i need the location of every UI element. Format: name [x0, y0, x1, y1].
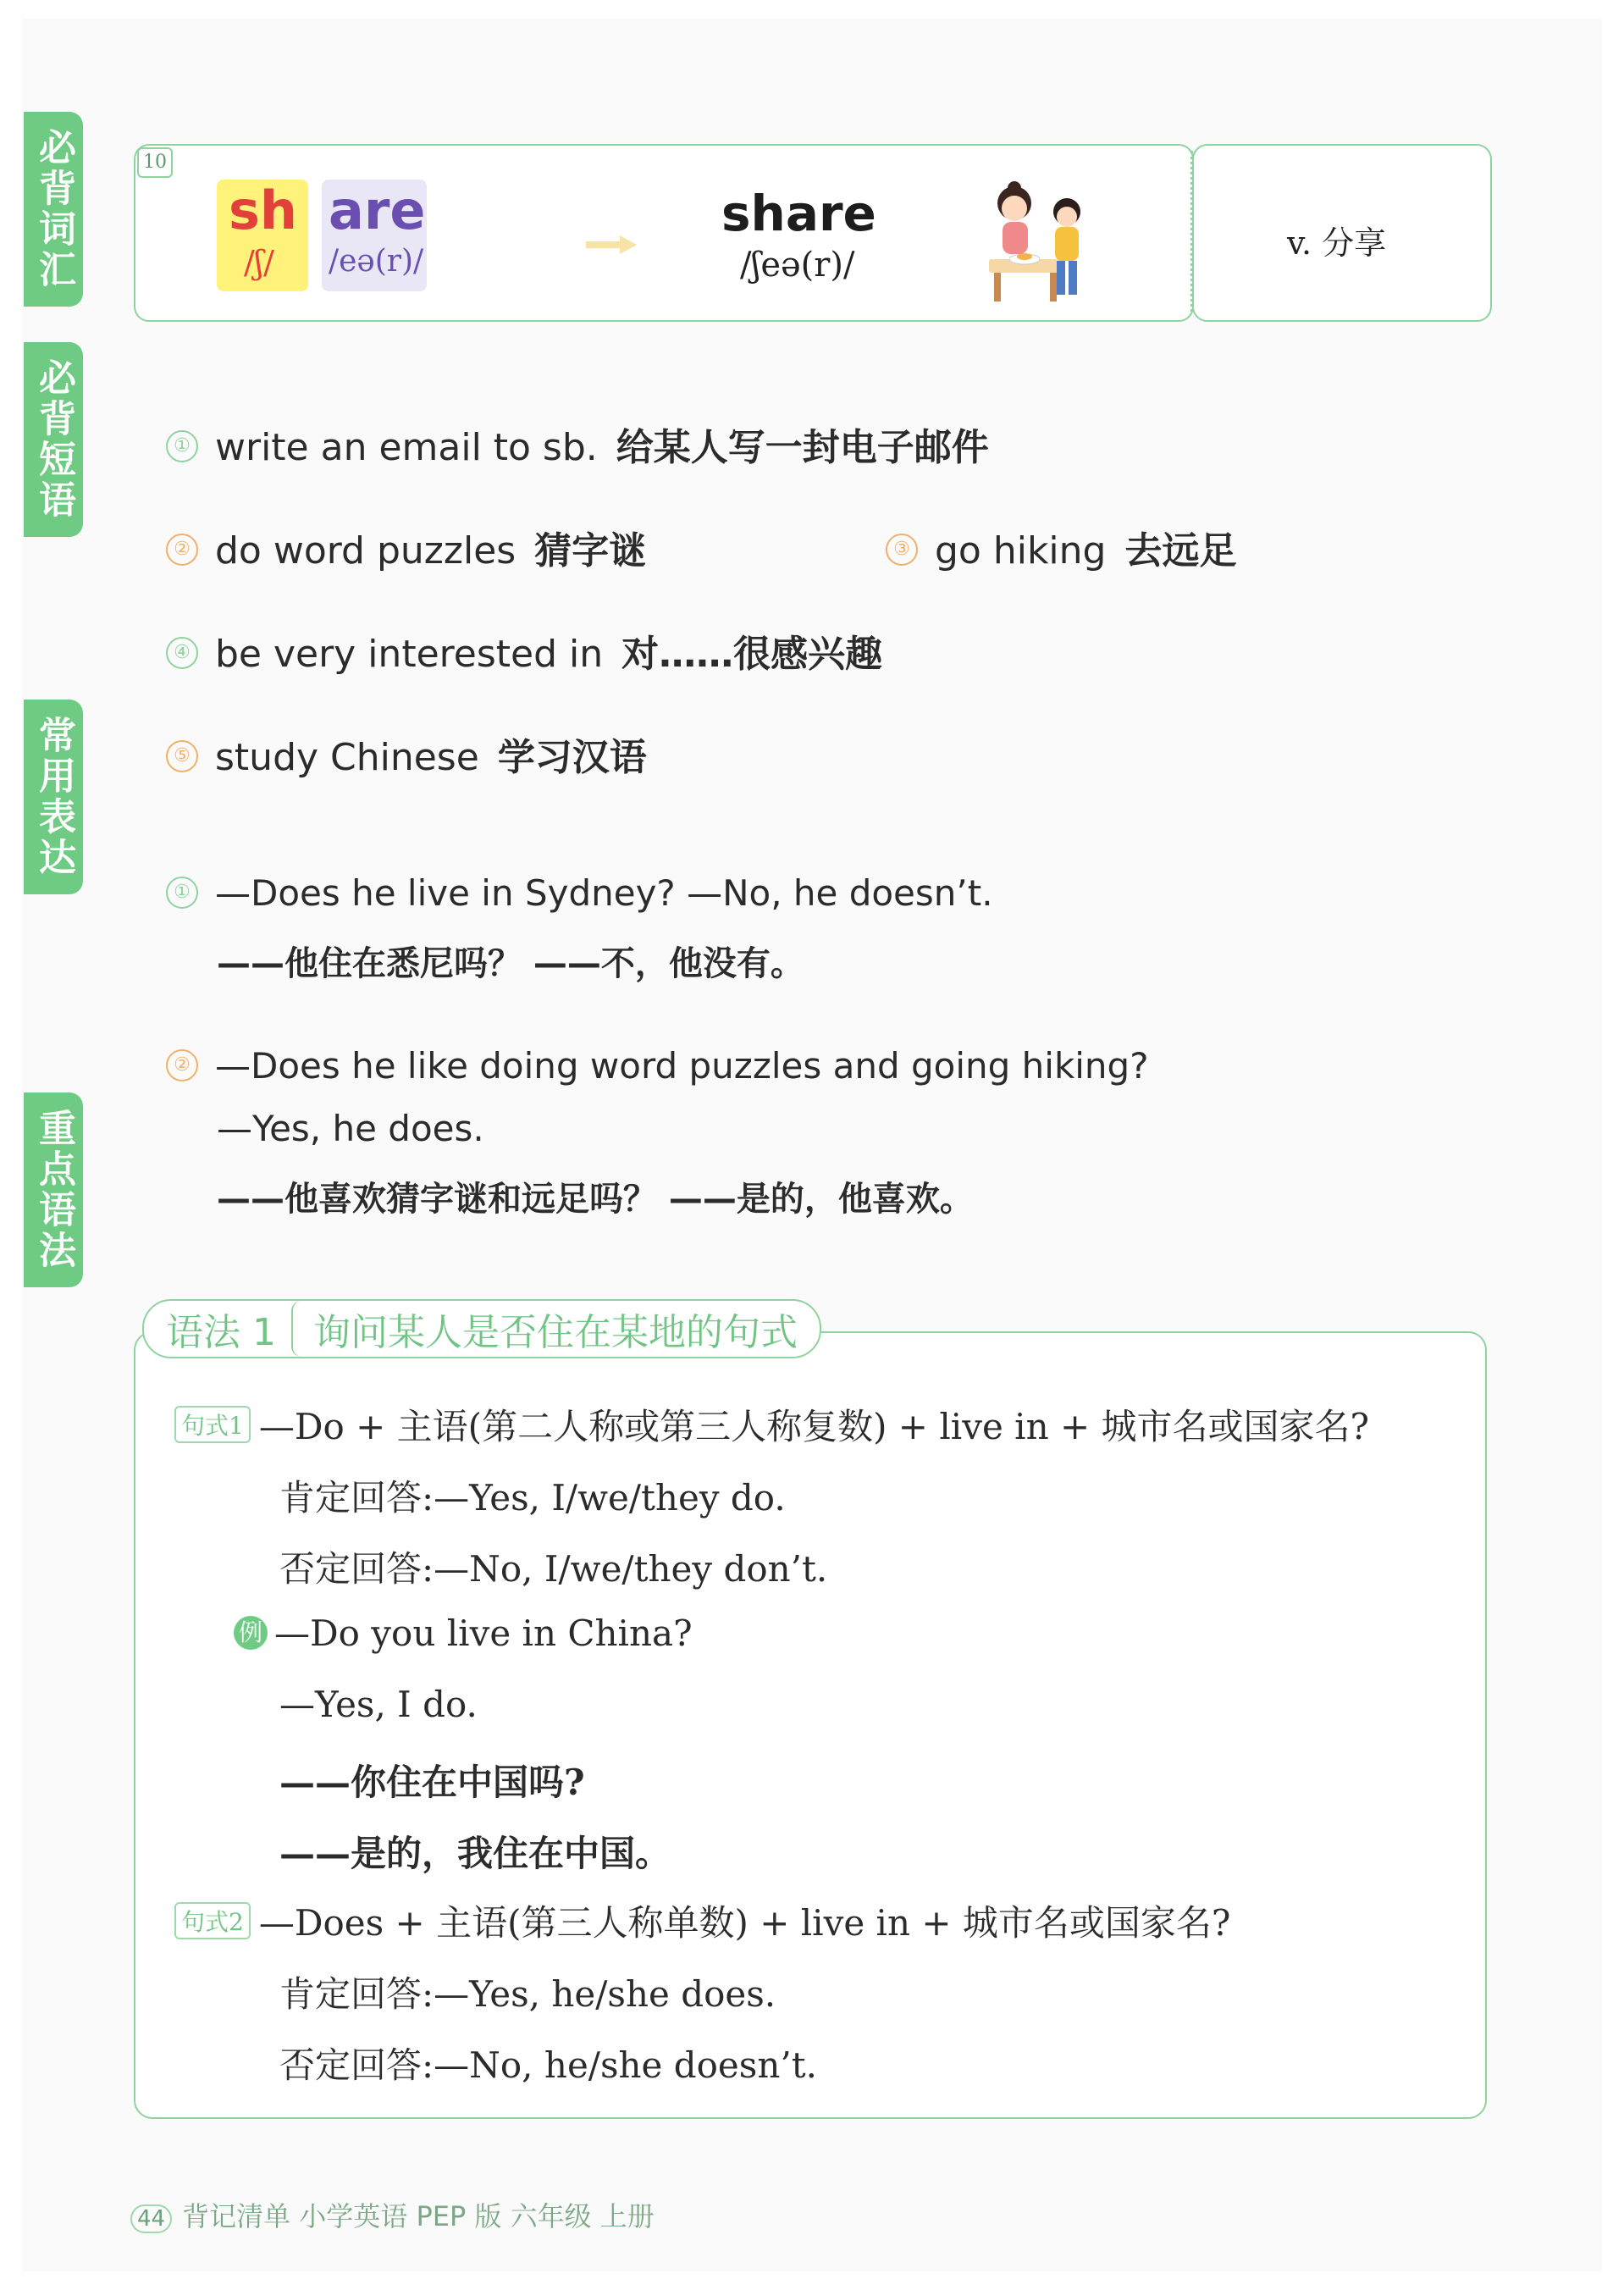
example-question-line — [234, 1612, 693, 1654]
side-tab-expressions — [24, 700, 83, 894]
expression-2-en — [166, 1045, 1149, 1087]
phrase-item — [166, 520, 646, 574]
phrase-en: be very interested in — [215, 633, 604, 676]
grammar-title-pill — [142, 1299, 821, 1358]
example-answer-zh: ——是的，我住在中国。 — [279, 1833, 671, 1874]
example-question-zh: ——你住在中国吗? — [279, 1762, 585, 1803]
pattern2-negative: 否定回答:—No, he/she doesn’t. — [279, 2044, 817, 2086]
expression-number: ① — [166, 877, 198, 909]
side-tab-vocab — [24, 112, 83, 307]
phrase-item — [166, 623, 882, 678]
phrase-en: do word puzzles — [215, 529, 516, 572]
side-tab-grammar — [24, 1092, 83, 1287]
phrase-en: go hiking — [935, 529, 1107, 572]
phrase-zh: 猜字谜 — [534, 529, 647, 572]
syllable1-phonetic: /ʃ/ — [244, 244, 274, 281]
side-tab-vocab-label: 必背词汇 — [32, 128, 75, 290]
expression-1-en — [166, 872, 993, 914]
phrase-item — [166, 417, 989, 471]
side-tab-phrases — [24, 342, 83, 537]
phrase-item — [166, 727, 647, 781]
pattern2-tag: 句式2 — [174, 1902, 251, 1939]
phrase-number: ⑤ — [166, 740, 198, 772]
pattern1-formula-line — [174, 1399, 1369, 1450]
expression-text: —Does he like doing word puzzles and going hiking? — [215, 1045, 1149, 1087]
pattern1-negative: 否定回答:—No, I/we/they don’t. — [279, 1548, 828, 1590]
pattern2-formula: —Does + 主语(第三人称单数) + live in + 城市名或国家名? — [258, 1902, 1231, 1944]
vocab-card-divider — [1190, 151, 1193, 312]
expression-2-zh: ——他喜欢猜字谜和远足吗？ ——是的，他喜欢。 — [217, 1180, 974, 1219]
example-question: —Do you live in China? — [274, 1612, 693, 1654]
expression-2-answer: —Yes, he does. — [217, 1108, 484, 1149]
page-footer — [130, 2195, 655, 2234]
phrase-en: write an email to sb. — [215, 426, 598, 469]
phrase-number: ④ — [166, 637, 198, 669]
vocab-phonetic: /ʃeə(r)/ — [740, 246, 855, 285]
phrase-zh: 给某人写一封电子邮件 — [616, 426, 989, 469]
vocab-meaning: v. 分享 — [1287, 224, 1387, 262]
phrase-zh: 对……很感兴趣 — [621, 633, 883, 676]
vocab-word: share — [721, 185, 876, 242]
pattern1-formula: —Do + 主语(第二人称或第三人称复数) + live in + 城市名或国家名? — [258, 1406, 1370, 1447]
phrase-number: ② — [166, 534, 198, 566]
vocab-number: 10 — [137, 147, 173, 178]
expression-1-zh: ——他住在悉尼吗？ ——不，他没有。 — [217, 944, 804, 983]
pattern2-positive: 肯定回答:—Yes, he/she does. — [279, 1973, 776, 2015]
expression-number: ② — [166, 1049, 198, 1081]
pattern1-tag: 句式1 — [174, 1406, 251, 1443]
phrase-en: study Chinese — [215, 736, 479, 779]
phrase-item — [886, 520, 1236, 574]
side-tab-phrases-label: 必背短语 — [32, 358, 75, 521]
page-number: 44 — [130, 2204, 172, 2233]
example-answer: —Yes, I do. — [279, 1684, 478, 1725]
syllable2-phonetic: /eə(r)/ — [329, 244, 424, 279]
syllable1: sh — [229, 180, 298, 241]
footer-text: 背记清单 小学英语 PEP 版 六年级 上册 — [182, 2200, 655, 2232]
grammar-label: 语法 1 — [166, 1311, 276, 1354]
side-tab-expressions-label: 常用表达 — [32, 716, 75, 878]
grammar-title: 询问某人是否住在某地的句式 — [312, 1311, 798, 1354]
children-sharing-illustration — [982, 174, 1101, 305]
expression-text: —Does he live in Sydney? —No, he doesn’t. — [215, 872, 993, 914]
phrase-zh: 学习汉语 — [497, 736, 647, 779]
syllable2: are — [329, 180, 426, 241]
phrase-number: ③ — [886, 534, 918, 566]
example-icon: 例 — [234, 1616, 268, 1650]
pattern1-positive: 肯定回答:—Yes, I/we/they do. — [279, 1477, 786, 1518]
grammar-title-separator — [291, 1301, 301, 1357]
phrase-zh: 去远足 — [1124, 529, 1237, 572]
arrow-right-icon — [586, 235, 637, 254]
pattern2-formula-line — [174, 1895, 1230, 1946]
side-tab-grammar-label: 重点语法 — [32, 1109, 75, 1271]
phrase-number: ① — [166, 430, 198, 462]
